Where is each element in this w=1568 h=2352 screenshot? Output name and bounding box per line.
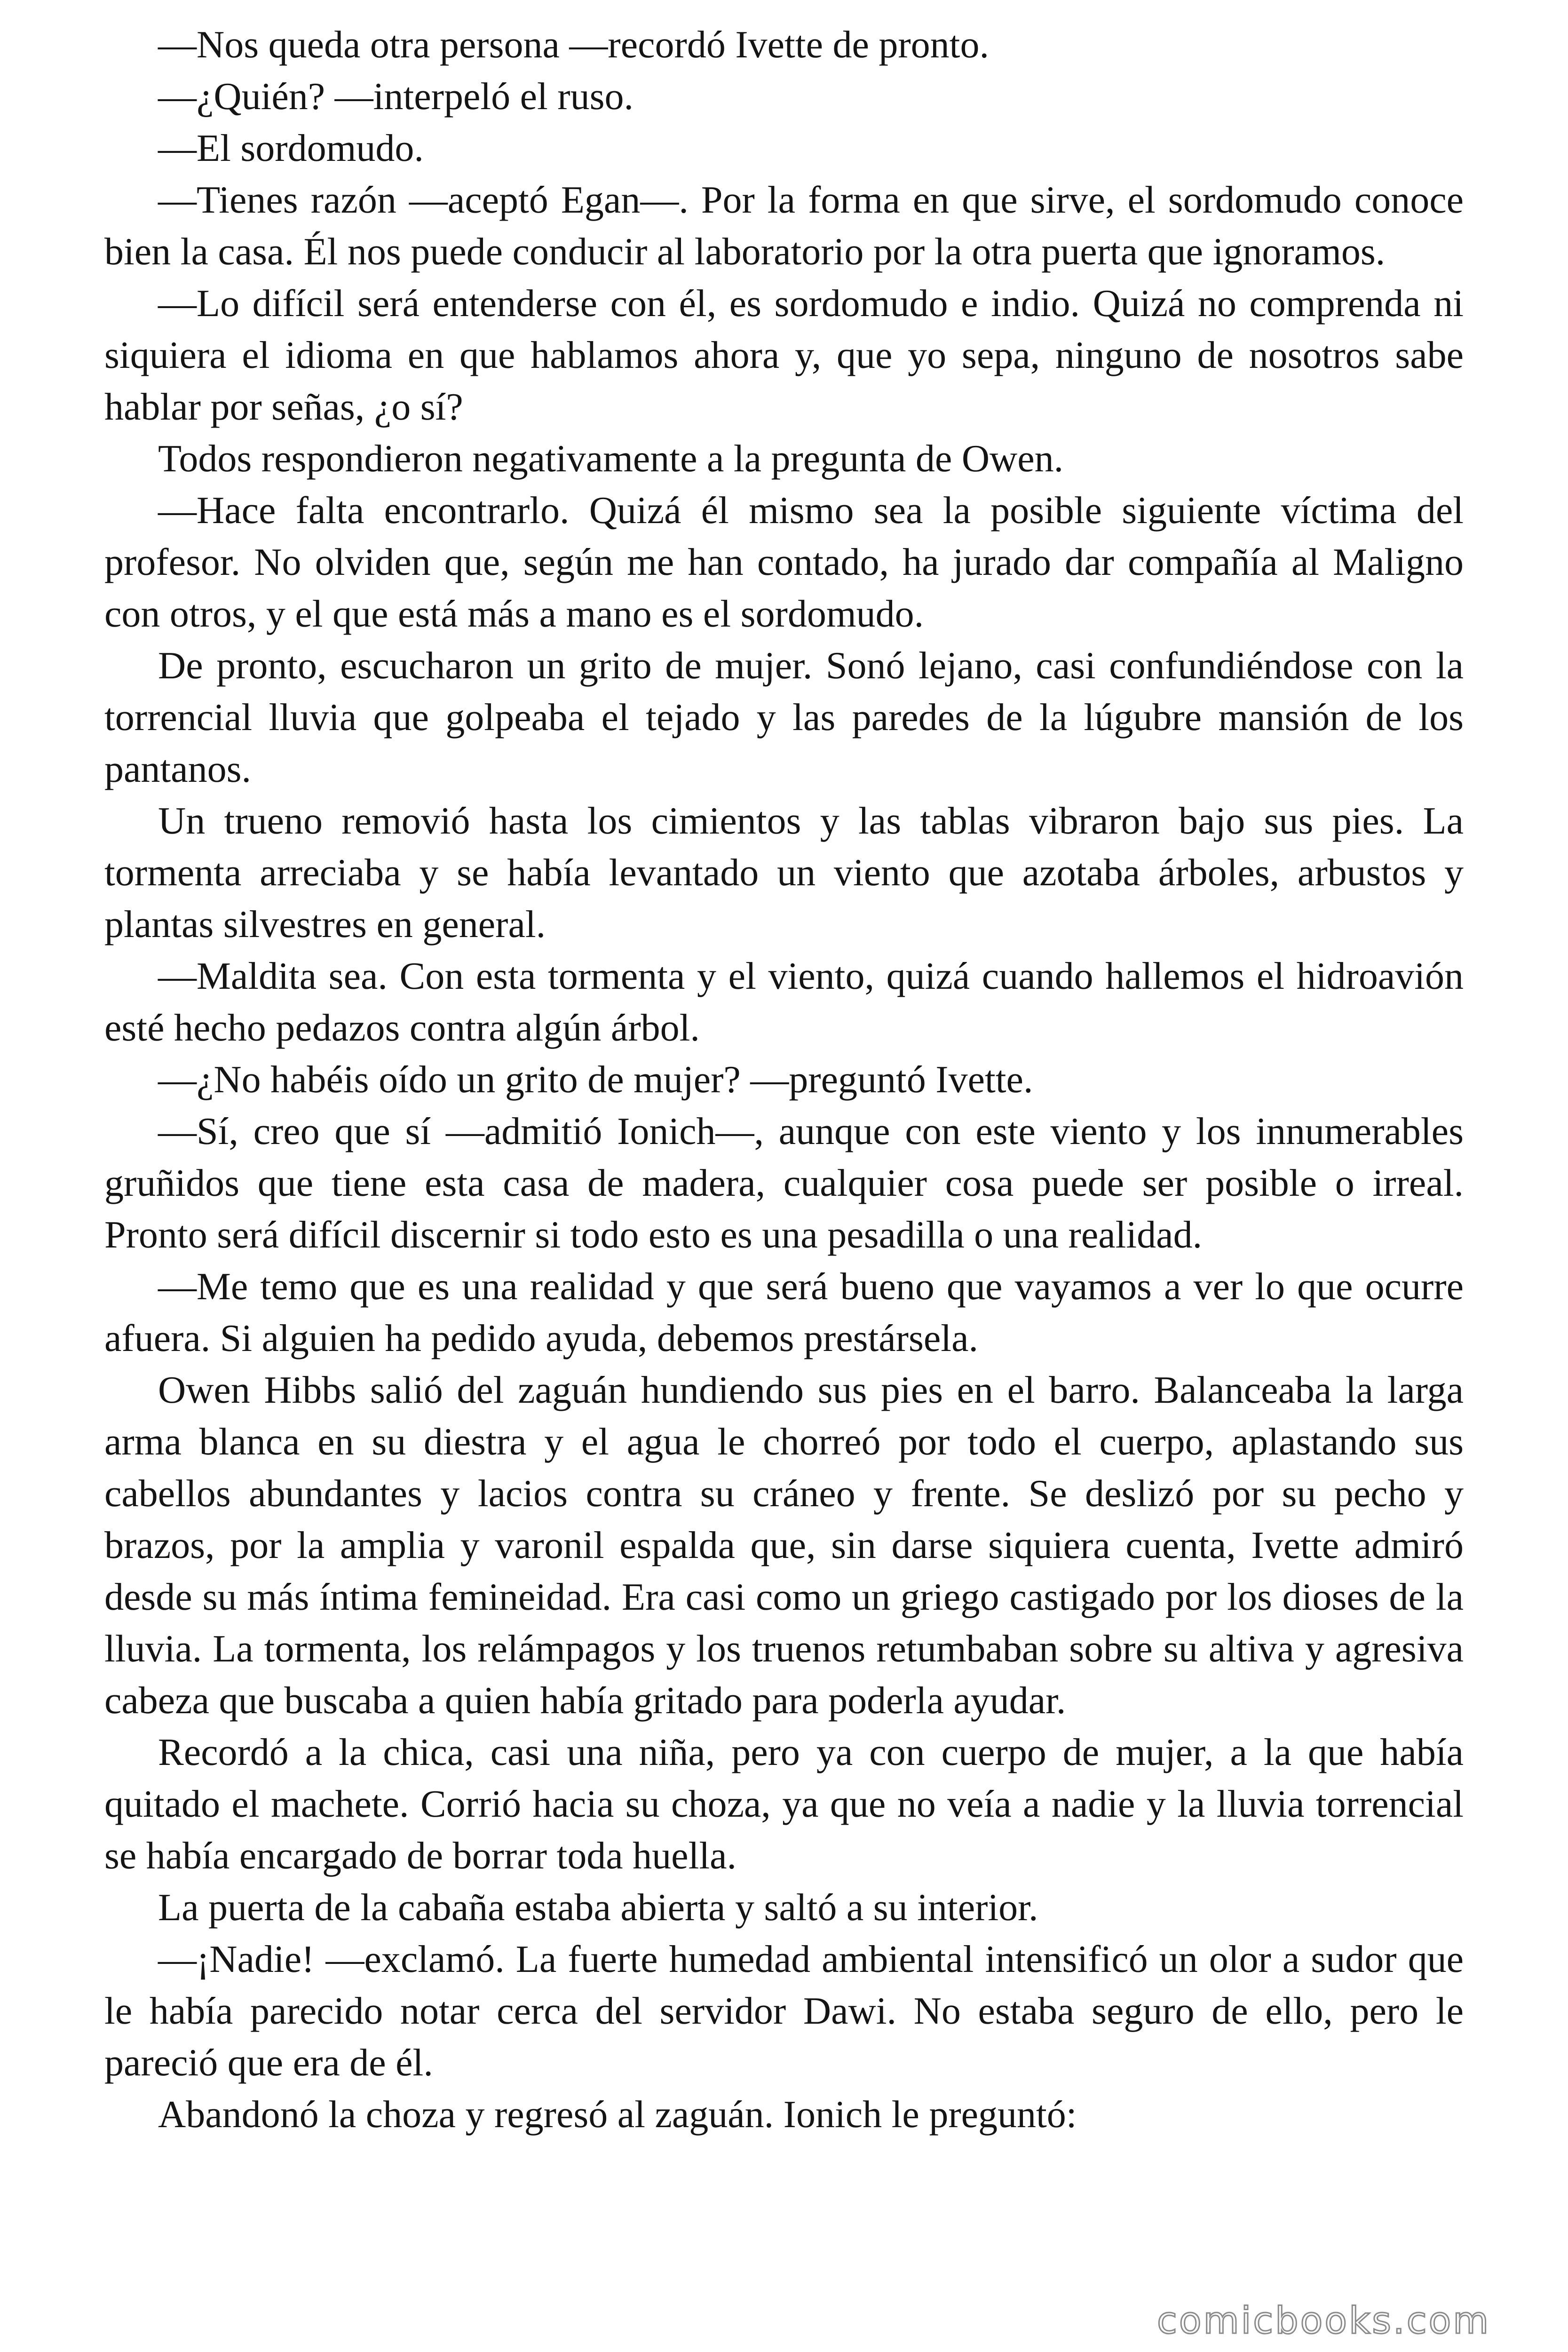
paragraph-16: La puerta de la cabaña estaba abierta y saltó a su interior. [158, 1886, 1038, 1929]
paragraph-15: Recordó a la chica, casi una niña, pero ya con cuerpo de mujer, a la que había quitado el machete. Corrió hacia su choza, ya que no veía a nadie y la lluvia torrencial se había encargado de borrar toda huella. [104, 1731, 1464, 1877]
paragraph-3: —El sordomudo. [158, 127, 424, 169]
paragraph-12: —Sí, creo que sí —admitió Ionich—, aunque con este viento y los innumerables gruñidos que tiene esta casa de madera, cualquier cosa puede ser posible o irreal. Pronto será difícil discernir si todo esto es una pesadilla o una realidad. [104, 1110, 1464, 1256]
paragraph-2: —¿Quién? —interpeló el ruso. [158, 75, 634, 118]
paragraph-6: Todos respondieron negativamente a la pregunta de Owen. [158, 437, 1064, 480]
paragraph-10: —Maldita sea. Con esta tormenta y el viento, quizá cuando hallemos el hidroavión esté hecho pedazos contra algún árbol. [104, 954, 1464, 1049]
paragraph-13: —Me temo que es una realidad y que será bueno que vayamos a ver lo que ocurre afuera. Si alguien ha pedido ayuda, debemos prestársela. [104, 1265, 1464, 1359]
paragraph-18: Abandonó la choza y regresó al zaguán. Ionich le preguntó: [158, 2093, 1077, 2136]
paragraph-1: —Nos queda otra persona —recordó Ivette de pronto. [158, 23, 989, 66]
paragraph-14: Owen Hibbs salió del zaguán hundiendo sus pies en el barro. Balanceaba la larga arma blanca en su diestra y el agua le chorreó por todo el cuerpo, aplastando sus cabellos abundantes y lacios contra su cráneo y frente. Se deslizó por su pecho y brazos, por la amplia y varonil espalda que, sin darse siquiera cuenta, Ivette admiró desde su más íntima femineidad. Era casi como un griego castigado por los dioses de la lluvia. La tormenta, los relámpagos y los truenos retumbaban sobre su altiva y agresiva cabeza que buscaba a quien había gritado para poderla ayudar. [104, 1368, 1464, 1722]
paragraph-11: —¿No habéis oído un grito de mujer? —preguntó Ivette. [158, 1058, 1033, 1101]
site-watermark: comicbooks.com [1157, 2300, 1491, 2342]
paragraph-7: —Hace falta encontrarlo. Quizá él mismo sea la posible siguiente víctima del profesor. No olviden que, según me han contado, ha jurado dar compañía al Maligno con otros, y el que está más a mano es el sordomudo. [104, 489, 1464, 635]
paragraph-5: —Lo difícil será entenderse con él, es sordomudo e indio. Quizá no comprenda ni siquiera el idioma en que hablamos ahora y, que yo sepa, ninguno de nosotros sabe hablar por señas, ¿o sí? [104, 282, 1464, 428]
book-page-text [104, 19, 1464, 2140]
paragraph-17: —¡Nadie! —exclamó. La fuerte humedad ambiental intensificó un olor a sudor que le había parecido notar cerca del servidor Dawi. No estaba seguro de ello, pero le pareció que era de él. [104, 1938, 1464, 2084]
paragraph-8: De pronto, escucharon un grito de mujer. Sonó lejano, casi confundiéndose con la torrencial lluvia que golpeaba el tejado y las paredes de la lúgubre mansión de los pantanos. [104, 644, 1464, 790]
paragraph-4: —Tienes razón —aceptó Egan—. Por la forma en que sirve, el sordomudo conoce bien la casa. Él nos puede conducir al laboratorio por la otra puerta que ignoramos. [104, 178, 1464, 273]
paragraph-9: Un trueno removió hasta los cimientos y las tablas vibraron bajo sus pies. La tormenta arreciaba y se había levantado un viento que azotaba árboles, arbustos y plantas silvestres en general. [104, 799, 1464, 946]
